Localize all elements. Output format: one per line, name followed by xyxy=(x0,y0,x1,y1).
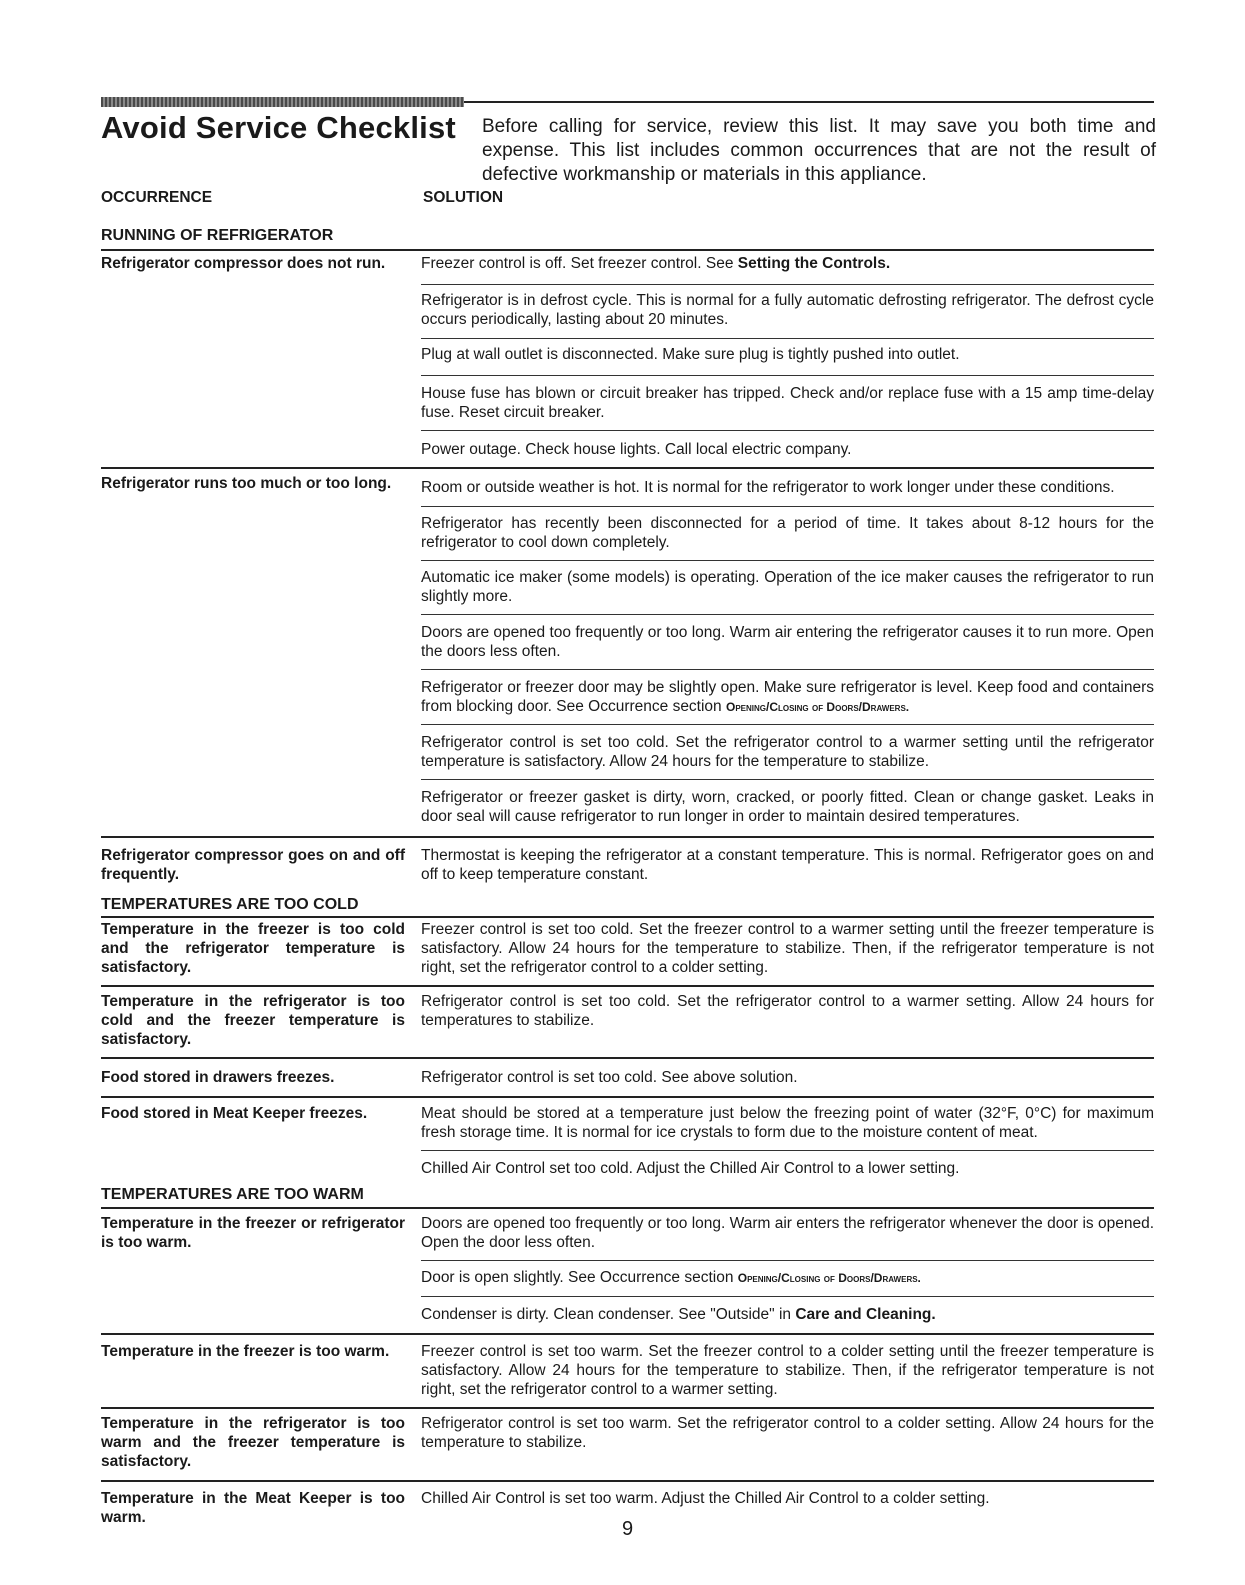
solution-divider xyxy=(421,1260,1154,1261)
solution-chilled-air-too-warm: Chilled Air Control is set too warm. Adjust the Chilled Air Control to a colder setting. xyxy=(421,1490,990,1507)
solution-chilled-air-too-cold: Chilled Air Control set too cold. Adjust the Chilled Air Control to a lower setting. xyxy=(421,1160,960,1177)
occurrence-runs-too-much: Refrigerator runs too much or too long. xyxy=(101,475,392,492)
solution-divider xyxy=(421,614,1154,615)
solution-defrost-cycle: Refrigerator is in defrost cycle. This is normal for a fully automatic defrosting refrigerator. The defrost cycle occurs periodically, lasting about 20 minutes. xyxy=(421,292,1154,328)
solution-thermostat: Thermostat is keeping the refrigerator at a constant temperature. This is normal. Refrigerator goes on and off to keep temperature constant. xyxy=(421,847,1154,883)
occurrence-refrigerator-too-warm: Temperature in the refrigerator is too warm and the freezer temperature is satisfactory. xyxy=(101,1415,405,1470)
solution-divider xyxy=(421,724,1154,725)
setting-controls-reference: Setting the Controls. xyxy=(737,255,891,272)
solution-fuse-blown: House fuse has blown or circuit breaker has tripped. Check and/or replace fuse with a 15 amp time-delay fuse. Reset circuit breaker. xyxy=(421,385,1154,421)
solution-column-heading: SOLUTION xyxy=(423,189,504,206)
row-divider xyxy=(101,916,1154,918)
row-divider xyxy=(101,1407,1154,1409)
solution-door-slightly-open: Refrigerator or freezer door may be slightly open. Make sure refrigerator is level. Keep food and containers from blocking door. See Occurrence section Opening/Closing of Doors/Drawers. xyxy=(421,679,1154,715)
solution-divider xyxy=(421,669,1154,670)
section-heading-too-warm: TEMPERATURES ARE TOO WARM xyxy=(101,1186,364,1203)
solution-divider xyxy=(421,779,1154,780)
solution-doors-opened: Doors are opened too frequently or too long. Warm air entering the refrigerator causes it to run more. Open the doors less often. xyxy=(421,624,1154,660)
solution-divider xyxy=(421,1150,1154,1151)
solution-freezer-control-too-warm: Freezer control is set too warm. Set the freezer control to a colder setting until the freezer temperature is satisfactory. Allow 24 hours for the temperature to stabilize. Then, if the refrigerator temperature is not right, set the refrigerator control to a warmer setting. xyxy=(421,1343,1154,1398)
solution-doors-opened-warm: Doors are opened too frequently or too long. Warm air enters the refrigerator whenever the door is opened. Open the door less often. xyxy=(421,1215,1154,1251)
header-shaded-bar xyxy=(101,97,464,107)
row-divider xyxy=(101,467,1154,469)
solution-divider xyxy=(421,430,1154,431)
occurrence-meat-keeper-warm: Temperature in the Meat Keeper is too warm. xyxy=(101,1490,405,1526)
row-divider xyxy=(101,1096,1154,1098)
care-cleaning-reference: Care and Cleaning. xyxy=(795,1306,936,1323)
row-divider xyxy=(101,1480,1154,1482)
page-title: Avoid Service Checklist xyxy=(101,110,456,145)
row-divider xyxy=(101,1333,1154,1335)
solution-divider xyxy=(421,284,1154,285)
solution-divider xyxy=(421,560,1154,561)
solution-control-too-cold: Refrigerator control is set too cold. Set the refrigerator control to a warmer setting until the refrigerator temperature is satisfactory. Allow 24 hours for the temperature to stabilize. xyxy=(421,734,1154,770)
solution-condenser-dirty: Condenser is dirty. Clean condenser. See "Outside" in Care and Cleaning. xyxy=(421,1306,936,1323)
occurrence-goes-on-off: Refrigerator compressor goes on and off frequently. xyxy=(101,847,405,883)
row-divider xyxy=(101,836,1154,838)
solution-divider xyxy=(421,375,1154,376)
solution-refrigerator-control-too-warm: Refrigerator control is set too warm. Set the refrigerator control to a colder setting. Allow 24 hours for the temperature to stabilize. xyxy=(421,1415,1154,1451)
solution-divider xyxy=(421,338,1154,339)
section-heading-too-cold: TEMPERATURES ARE TOO COLD xyxy=(101,896,359,913)
intro-text: Before calling for service, review this list. It may save you both time and expense. This list includes common occurrences that are not the result of defective workmanship or materials in this appliance. xyxy=(482,116,1156,185)
occurrence-drawers-freeze: Food stored in drawers freezes. xyxy=(101,1069,335,1086)
solution-divider xyxy=(421,1296,1154,1297)
page-number: 9 xyxy=(622,1518,634,1540)
solution-door-open-slightly: Door is open slightly. See Occurrence section Opening/Closing of Doors/Drawers. xyxy=(421,1269,921,1286)
row-divider xyxy=(101,1057,1154,1059)
solution-meat-storage: Meat should be stored at a temperature just below the freezing point of water (32°F, 0°C) for maximum fresh storage time. It is normal for ice crystals to form due to the moisture content of meat. xyxy=(421,1105,1154,1141)
occurrence-compressor-not-run: Refrigerator compressor does not run. xyxy=(101,255,386,272)
row-divider xyxy=(101,249,1154,251)
section-heading-running: RUNNING OF REFRIGERATOR xyxy=(101,227,334,244)
opening-closing-reference: Opening/Closing of Doors/Drawers. xyxy=(725,700,910,714)
occurrence-freezer-too-cold: Temperature in the freezer is too cold and the refrigerator temperature is satisfactory. xyxy=(101,921,405,976)
solution-freezer-control-too-cold: Freezer control is set too cold. Set the freezer control to a warmer setting until the freezer temperature is satisfactory. Allow 24 hours for the temperature to stabilize. Then, if the refrigerator temperature is not right, set the refrigerator control to a colder setting. xyxy=(421,921,1154,976)
solution-ice-maker: Automatic ice maker (some models) is operating. Operation of the ice maker causes the refrigerator to run slightly more. xyxy=(421,569,1154,605)
opening-closing-reference: Opening/Closing of Doors/Drawers. xyxy=(737,1271,921,1285)
solution-recently-disconnected: Refrigerator has recently been disconnected for a period of time. It takes about 8-12 hours for the refrigerator to cool down completely. xyxy=(421,515,1154,551)
solution-hot-weather: Room or outside weather is hot. It is normal for the refrigerator to work longer under these conditions. xyxy=(421,479,1115,496)
row-divider xyxy=(101,985,1154,987)
occurrence-meat-keeper-freezes: Food stored in Meat Keeper freezes. xyxy=(101,1105,368,1122)
solution-divider xyxy=(421,506,1154,507)
header-rule xyxy=(464,101,1154,103)
occurrence-column-heading: OCCURRENCE xyxy=(101,189,213,206)
occurrence-freezer-too-warm: Temperature in the freezer is too warm. xyxy=(101,1343,390,1360)
solution-see-above: Refrigerator control is set too cold. See above solution. xyxy=(421,1069,798,1086)
solution-power-outage: Power outage. Check house lights. Call local electric company. xyxy=(421,441,852,458)
solution-gasket-dirty: Refrigerator or freezer gasket is dirty, worn, cracked, or poorly fitted. Clean or change gasket. Leaks in door seal will cause refrigerator to run longer in order to maintain desired temperatures. xyxy=(421,789,1154,825)
solution-plug-disconnected: Plug at wall outlet is disconnected. Make sure plug is tightly pushed into outlet. xyxy=(421,346,960,363)
row-divider xyxy=(101,1207,1154,1209)
solution-refrigerator-control-too-cold: Refrigerator control is set too cold. Set the refrigerator control to a warmer setting. Allow 24 hours for temperatures to stabilize. xyxy=(421,993,1154,1029)
occurrence-refrigerator-too-cold: Temperature in the refrigerator is too cold and the freezer temperature is satisfactory. xyxy=(101,993,405,1048)
solution-freezer-control-off: Freezer control is off. Set freezer control. See Setting the Controls. xyxy=(421,255,891,272)
occurrence-freezer-or-refrigerator-warm: Temperature in the freezer or refrigerator is too warm. xyxy=(101,1215,405,1251)
